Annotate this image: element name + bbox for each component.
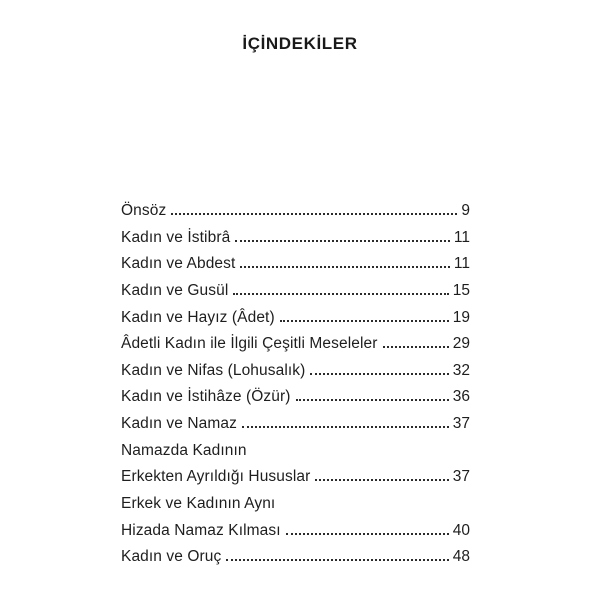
toc-entry — [121, 305, 470, 332]
toc-entry-page: 37 — [452, 415, 470, 433]
toc-entry — [121, 438, 470, 465]
toc-entry — [121, 491, 470, 518]
toc-entry-page: 19 — [452, 308, 470, 326]
toc-entry-label: Âdetli Kadın ile İlgili Çeşitli Meseleler — [121, 335, 378, 353]
dot-leader — [226, 559, 448, 561]
dot-leader — [280, 320, 449, 322]
toc-entry — [121, 251, 470, 278]
toc-entry-label: Hizada Namaz Kılması — [121, 521, 281, 539]
page-title: İÇİNDEKİLER — [242, 34, 358, 53]
toc-entry — [121, 544, 470, 571]
dot-leader — [286, 533, 449, 535]
toc-entry-label: Kadın ve Gusül — [121, 281, 229, 299]
toc-entry-page: 15 — [452, 281, 470, 299]
toc-entry-label: Erkek ve Kadının Aynı — [121, 495, 276, 513]
toc-entry-label: Erkekten Ayrıldığı Hususlar — [121, 468, 311, 486]
toc-entry-label: Namazda Kadının — [121, 441, 247, 459]
dot-leader — [233, 293, 448, 295]
toc-entry-page: 11 — [453, 228, 470, 246]
toc-entry-label: Kadın ve İstihâze (Özür) — [121, 388, 291, 406]
toc-entry-label: Önsöz — [121, 202, 167, 219]
toc-entry-page: 32 — [452, 361, 470, 379]
toc-entry — [121, 411, 470, 438]
toc-entry-page: 37 — [452, 468, 470, 486]
toc-entry-label: Kadın ve Abdest — [121, 255, 236, 273]
toc-entry — [121, 198, 470, 225]
toc-entry — [121, 278, 470, 305]
dot-leader — [242, 426, 449, 428]
toc-entry-label: Kadın ve Hayız (Âdet) — [121, 308, 275, 326]
toc-entry-page: 9 — [461, 202, 470, 219]
dot-leader — [315, 479, 448, 481]
toc-entry-label: Kadın ve Oruç — [121, 548, 222, 566]
dot-leader — [296, 399, 449, 401]
toc-entry — [121, 331, 470, 358]
toc-list — [121, 198, 470, 571]
toc-entry — [121, 518, 470, 545]
dot-leader — [171, 213, 457, 215]
toc-entry-page: 48 — [452, 548, 470, 566]
toc-entry-page: 40 — [452, 521, 470, 539]
toc-entry — [121, 384, 470, 411]
toc-entry-label: Kadın ve Nifas (Lohusalık) — [121, 361, 306, 379]
dot-leader — [240, 266, 450, 268]
toc-entry-page: 11 — [453, 255, 470, 273]
toc-entry-page: 36 — [452, 388, 470, 406]
dot-leader — [310, 373, 448, 375]
toc-entry-label: Kadın ve Namaz — [121, 415, 237, 433]
toc-entry-page: 29 — [452, 335, 470, 353]
toc-entry — [121, 464, 470, 491]
toc-entry-label: Kadın ve İstibrâ — [121, 228, 231, 246]
dot-leader — [235, 240, 450, 242]
toc-entry — [121, 225, 470, 252]
dot-leader — [383, 346, 449, 348]
toc-entry — [121, 358, 470, 385]
